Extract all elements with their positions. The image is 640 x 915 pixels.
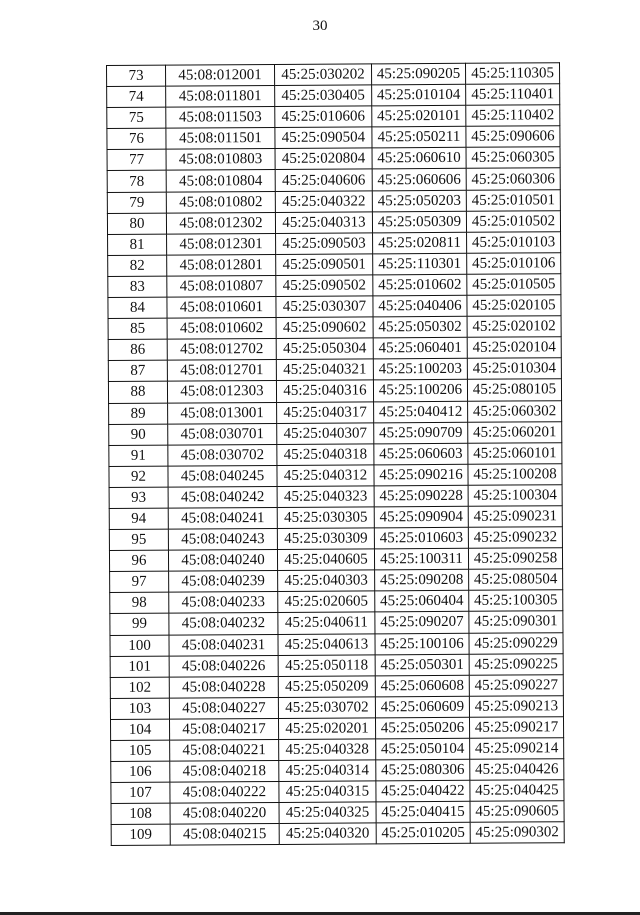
cadastral-cell: 45:08:030702	[168, 444, 277, 466]
cadastral-cell: 45:08:010803	[166, 149, 275, 171]
cadastral-cell: 45:25:060603	[374, 443, 468, 465]
cadastral-cell: 45:25:080306	[376, 759, 470, 781]
cadastral-cell: 45:25:040328	[279, 739, 376, 761]
cadastral-cell: 45:25:040315	[279, 781, 376, 803]
cadastral-cell: 45:25:040323	[277, 486, 374, 508]
row-number-cell: 86	[108, 339, 167, 360]
cadastral-cell: 45:25:100311	[374, 548, 468, 570]
cadastral-cell: 45:25:010304	[467, 358, 561, 380]
cadastral-cell: 45:08:011501	[166, 128, 275, 150]
table-row	[107, 63, 560, 87]
cadastral-cell: 45:25:060306	[466, 168, 560, 190]
cadastral-cell: 45:25:040307	[277, 422, 374, 444]
cadastral-cell: 45:25:060606	[372, 169, 466, 191]
cadastral-cell: 45:25:090709	[374, 422, 468, 444]
cadastral-cell: 45:08:040239	[169, 571, 278, 593]
table-row	[111, 801, 564, 825]
cadastral-cell: 45:25:090606	[466, 126, 560, 148]
table-row	[109, 506, 562, 530]
cadastral-cell: 45:08:040227	[169, 697, 278, 719]
cadastral-cell: 45:25:090208	[375, 570, 469, 592]
row-number-cell: 98	[110, 592, 169, 613]
cadastral-cell: 45:25:030202	[274, 64, 371, 86]
cadastral-cell: 45:25:020105	[467, 295, 561, 317]
cadastral-cell: 45:08:040232	[169, 613, 278, 635]
cadastral-cell: 45:25:040605	[277, 549, 374, 571]
cadastral-cell: 45:08:012801	[167, 254, 276, 276]
table-row	[109, 400, 562, 424]
page-number: 30	[312, 18, 328, 34]
table-row	[110, 569, 563, 593]
cadastral-cell: 45:25:040426	[470, 759, 564, 781]
cadastral-cell: 45:08:040220	[170, 803, 279, 825]
cadastral-cell: 45:25:100208	[468, 464, 562, 486]
cadastral-cell: 45:25:090504	[275, 127, 372, 149]
cadastral-cell: 45:25:090302	[470, 822, 564, 844]
cadastral-cell: 45:25:090232	[468, 527, 562, 549]
cadastral-cell: 45:25:010606	[275, 106, 372, 128]
cadastral-cell: 45:08:030701	[168, 423, 277, 445]
row-number-cell: 91	[109, 445, 168, 466]
cadastral-cell: 45:25:040317	[277, 401, 374, 423]
cadastral-cell: 45:08:010807	[167, 275, 276, 297]
cadastral-cell: 45:25:060404	[375, 591, 469, 613]
cadastral-cell: 45:25:030405	[275, 85, 372, 107]
row-number-cell: 100	[110, 635, 169, 656]
cadastral-cell: 45:25:050104	[376, 738, 470, 760]
row-number-cell: 107	[111, 782, 170, 803]
cadastral-cell: 45:08:040215	[170, 824, 279, 846]
cadastral-cell: 45:25:020104	[467, 337, 561, 359]
row-number-cell: 79	[107, 192, 166, 213]
table-row	[110, 632, 563, 656]
cadastral-table	[106, 62, 565, 846]
cadastral-cell: 45:25:090217	[469, 717, 563, 739]
table-row	[107, 84, 560, 108]
cadastral-cell: 45:25:040325	[279, 802, 376, 824]
table-row	[107, 168, 560, 192]
table-row	[107, 105, 560, 129]
cadastral-cell: 45:25:020201	[278, 718, 375, 740]
cadastral-cell: 45:25:010505	[467, 274, 561, 296]
cadastral-cell: 45:08:012301	[167, 233, 276, 255]
cadastral-cell: 45:25:040322	[275, 190, 372, 212]
cadastral-cell: 45:25:010104	[372, 84, 466, 106]
cadastral-cell: 45:25:010602	[373, 274, 467, 296]
cadastral-cell: 45:08:011503	[166, 107, 275, 129]
cadastral-cell: 45:25:090231	[468, 506, 562, 528]
cadastral-cell: 45:25:090258	[468, 548, 562, 570]
cadastral-cell: 45:25:030305	[277, 507, 374, 529]
cadastral-cell: 45:25:050304	[276, 338, 373, 360]
row-number-cell: 99	[110, 614, 169, 635]
row-number-cell: 97	[110, 571, 169, 592]
row-number-cell: 92	[109, 466, 168, 487]
cadastral-cell: 45:25:060305	[466, 147, 560, 169]
table-row	[109, 442, 562, 466]
table-row	[109, 527, 562, 551]
cadastral-cell: 45:25:010205	[376, 823, 470, 845]
cadastral-cell: 45:25:010106	[467, 253, 561, 275]
row-number-cell: 108	[111, 803, 170, 824]
cadastral-cell: 45:25:010103	[467, 231, 561, 253]
cadastral-cell: 45:25:040606	[275, 169, 372, 191]
cadastral-cell: 45:25:090503	[276, 233, 373, 255]
table-row	[108, 379, 561, 403]
cadastral-cell: 45:25:010502	[466, 210, 560, 232]
cadastral-cell: 45:25:090605	[470, 801, 564, 823]
cadastral-cell: 45:08:040243	[168, 529, 277, 551]
cadastral-cell: 45:25:040425	[470, 780, 564, 802]
table-row	[109, 421, 562, 445]
cadastral-cell: 45:25:080504	[469, 569, 563, 591]
cadastral-cell: 45:25:090602	[276, 317, 373, 339]
row-number-cell: 103	[110, 698, 169, 719]
cadastral-cell: 45:25:090227	[469, 674, 563, 696]
table-row	[107, 147, 560, 171]
cadastral-cell: 45:08:040218	[170, 761, 279, 783]
table-row	[109, 548, 562, 572]
cadastral-cell: 45:25:010501	[466, 189, 560, 211]
cadastral-cell: 45:25:040613	[278, 633, 375, 655]
table-row	[108, 295, 561, 319]
cadastral-cell: 45:08:012702	[167, 339, 276, 361]
table-row	[108, 231, 561, 255]
row-number-cell: 104	[110, 719, 169, 740]
cadastral-cell: 45:25:060302	[468, 400, 562, 422]
cadastral-cell: 45:25:040303	[278, 570, 375, 592]
cadastral-cell: 45:25:080105	[467, 379, 561, 401]
cadastral-cell: 45:08:040222	[170, 782, 279, 804]
cadastral-cell: 45:25:100106	[375, 633, 469, 655]
cadastral-cell: 45:25:040312	[277, 465, 374, 487]
cadastral-cell: 45:25:040422	[376, 780, 470, 802]
row-number-cell: 83	[108, 276, 167, 297]
cadastral-cell: 45:08:040241	[168, 507, 277, 529]
cadastral-cell: 45:25:090216	[374, 464, 468, 486]
cadastral-cell: 45:25:060610	[372, 148, 466, 170]
table-row	[107, 126, 560, 150]
cadastral-cell: 45:08:010802	[166, 191, 275, 213]
table-body	[107, 63, 565, 846]
table-row	[107, 189, 560, 213]
cadastral-cell: 45:25:090207	[375, 612, 469, 634]
table-row	[110, 653, 563, 677]
table-row	[109, 485, 562, 509]
cadastral-cell: 45:25:050203	[372, 190, 466, 212]
table-row	[111, 759, 564, 783]
row-number-cell: 94	[109, 508, 168, 529]
row-number-cell: 75	[107, 107, 166, 128]
cadastral-cell: 45:08:040226	[169, 655, 278, 677]
table-row	[110, 611, 563, 635]
cadastral-cell: 45:25:040314	[279, 760, 376, 782]
cadastral-cell: 45:25:050209	[278, 676, 375, 698]
cadastral-cell: 45:08:010601	[167, 296, 276, 318]
cadastral-cell: 45:25:090213	[469, 696, 563, 718]
table-row	[110, 696, 563, 720]
row-number-cell: 89	[109, 403, 168, 424]
cadastral-cell: 45:25:090904	[374, 506, 468, 528]
cadastral-cell: 45:25:060609	[375, 696, 469, 718]
cadastral-cell: 45:08:013001	[168, 402, 277, 424]
cadastral-cell: 45:25:090301	[469, 611, 563, 633]
table-row	[108, 358, 561, 382]
table-row	[110, 674, 563, 698]
cadastral-cell: 45:08:012302	[166, 212, 275, 234]
cadastral-cell: 45:25:050118	[278, 654, 375, 676]
cadastral-cell: 45:25:020101	[372, 105, 466, 127]
table-row	[111, 822, 564, 846]
cadastral-cell: 45:08:040221	[170, 739, 279, 761]
cadastral-cell: 45:08:040233	[169, 592, 278, 614]
row-number-cell: 85	[108, 318, 167, 339]
cadastral-cell: 45:25:040320	[279, 823, 376, 845]
cadastral-cell: 45:25:090214	[470, 738, 564, 760]
table-row	[108, 274, 561, 298]
row-number-cell: 82	[108, 255, 167, 276]
cadastral-cell: 45:25:100206	[373, 380, 467, 402]
table-row	[107, 210, 560, 234]
row-number-cell: 90	[109, 424, 168, 445]
cadastral-cell: 45:25:040611	[278, 612, 375, 634]
row-number-cell: 95	[109, 529, 168, 550]
cadastral-table-wrapper	[106, 62, 565, 846]
cadastral-cell: 45:25:110402	[466, 105, 560, 127]
cadastral-cell: 45:08:040245	[168, 465, 277, 487]
table-row	[110, 590, 563, 614]
row-number-cell: 78	[107, 171, 166, 192]
cadastral-cell: 45:25:050309	[372, 211, 466, 233]
cadastral-cell: 45:25:100203	[373, 359, 467, 381]
cadastral-cell: 45:25:090501	[276, 254, 373, 276]
cadastral-cell: 45:25:050206	[375, 717, 469, 739]
cadastral-cell: 45:25:060401	[373, 338, 467, 360]
cadastral-cell: 45:25:030309	[277, 528, 374, 550]
row-number-cell: 106	[111, 761, 170, 782]
row-number-cell: 109	[111, 824, 170, 845]
cadastral-cell: 45:08:011801	[166, 86, 275, 108]
cadastral-cell: 45:25:090229	[469, 632, 563, 654]
row-number-cell: 77	[107, 150, 166, 171]
row-number-cell: 74	[107, 86, 166, 107]
row-number-cell: 105	[111, 740, 170, 761]
row-number-cell: 84	[108, 297, 167, 318]
cadastral-cell: 45:25:040406	[373, 295, 467, 317]
row-number-cell: 87	[108, 360, 167, 381]
cadastral-cell: 45:08:010602	[167, 318, 276, 340]
cadastral-cell: 45:08:040217	[169, 718, 278, 740]
table-row	[110, 717, 563, 741]
cadastral-cell: 45:08:012001	[166, 64, 275, 86]
cadastral-cell: 45:25:110305	[465, 63, 559, 85]
cadastral-cell: 45:25:030702	[278, 697, 375, 719]
cadastral-cell: 45:25:050211	[372, 127, 466, 149]
cadastral-cell: 45:25:010603	[374, 527, 468, 549]
cadastral-cell: 45:08:040228	[169, 676, 278, 698]
cadastral-cell: 45:25:040318	[277, 444, 374, 466]
cadastral-cell: 45:25:040321	[276, 359, 373, 381]
cadastral-cell: 45:25:040412	[374, 401, 468, 423]
row-number-cell: 101	[110, 656, 169, 677]
cadastral-cell: 45:25:090502	[276, 275, 373, 297]
cadastral-cell: 45:25:060101	[468, 442, 562, 464]
cadastral-cell: 45:08:010804	[166, 170, 275, 192]
table-row	[111, 738, 564, 762]
cadastral-cell: 45:25:020605	[278, 591, 375, 613]
row-number-cell: 93	[109, 487, 168, 508]
cadastral-cell: 45:25:090225	[469, 653, 563, 675]
cadastral-cell: 45:25:090228	[374, 485, 468, 507]
cadastral-cell: 45:08:012303	[167, 381, 276, 403]
table-row	[108, 316, 561, 340]
cadastral-cell: 45:25:060201	[468, 421, 562, 443]
cadastral-cell: 45:25:110301	[373, 253, 467, 275]
cadastral-cell: 45:25:100305	[469, 590, 563, 612]
table-row	[111, 780, 564, 804]
cadastral-cell: 45:25:030307	[276, 296, 373, 318]
row-number-cell: 96	[109, 550, 168, 571]
row-number-cell: 102	[110, 677, 169, 698]
cadastral-cell: 45:25:020102	[467, 316, 561, 338]
table-row	[109, 464, 562, 488]
table-row	[108, 337, 561, 361]
row-number-cell: 73	[107, 65, 166, 86]
cadastral-cell: 45:25:060608	[375, 675, 469, 697]
cadastral-cell: 45:08:012701	[167, 360, 276, 382]
cadastral-cell: 45:25:050302	[373, 316, 467, 338]
cadastral-cell: 45:25:090205	[371, 63, 465, 85]
cadastral-cell: 45:25:020811	[373, 232, 467, 254]
cadastral-cell: 45:25:050301	[375, 654, 469, 676]
cadastral-cell: 45:25:040316	[276, 380, 373, 402]
table-row	[108, 253, 561, 277]
row-number-cell: 80	[107, 213, 166, 234]
cadastral-cell: 45:25:040313	[275, 212, 372, 234]
cadastral-cell: 45:25:110401	[466, 84, 560, 106]
cadastral-cell: 45:08:040231	[169, 634, 278, 656]
cadastral-cell: 45:25:020804	[275, 148, 372, 170]
row-number-cell: 88	[108, 382, 167, 403]
cadastral-cell: 45:08:040242	[168, 486, 277, 508]
row-number-cell: 81	[108, 234, 167, 255]
row-number-cell: 76	[107, 128, 166, 149]
cadastral-cell: 45:08:040240	[168, 550, 277, 572]
cadastral-cell: 45:25:040415	[376, 802, 470, 824]
cadastral-cell: 45:25:100304	[468, 485, 562, 507]
